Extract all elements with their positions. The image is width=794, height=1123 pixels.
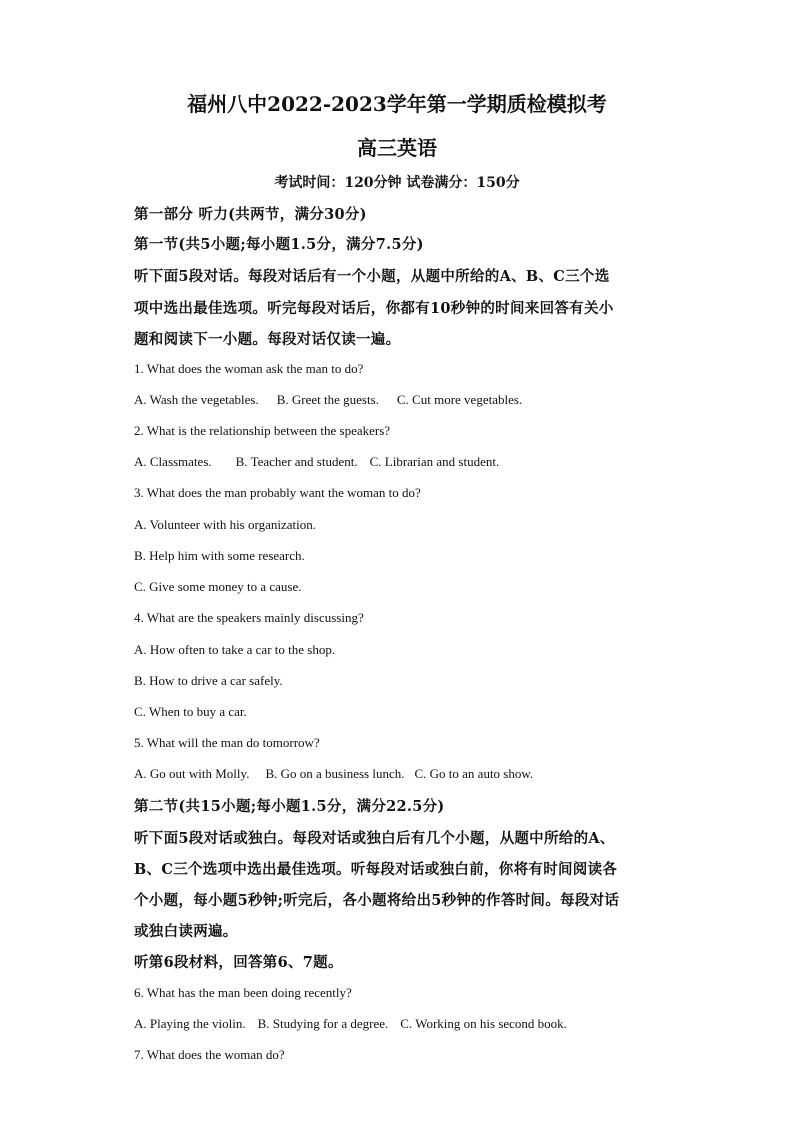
material-heading: 听第6段材料，回答第6、7题。 — [134, 954, 343, 971]
option-c: C. When to buy a car. — [134, 704, 247, 719]
section2-instruction-line: B、C三个选项中选出最佳选项。听每段对话或独白前，你将有时间阅读各 — [134, 861, 618, 878]
option-c: C. Cut more vegetables. — [396, 392, 523, 407]
option-b: B. Go on a business lunch. — [265, 766, 405, 781]
section2-instruction-line: 个小题，每小题5秒钟;听完后，各小题将给出5秒钟的作答时间。每段对话 — [134, 892, 620, 909]
option-c: C. Give some money to a cause. — [134, 579, 302, 594]
option-a: A. Volunteer with his organization. — [134, 517, 316, 532]
question-stem: 6. What has the man been doing recently? — [134, 985, 352, 1000]
question-options — [134, 1016, 674, 1032]
option-a: A. How often to take a car to the shop. — [134, 642, 336, 657]
option-b: B. How to drive a car safely. — [134, 673, 283, 688]
question-stem: 4. What are the speakers mainly discussing? — [134, 610, 364, 625]
section2-heading: 第二节(共15小题;每小题1.5分，满分22.5分) — [134, 798, 445, 815]
option-a: A. Classmates. — [134, 454, 212, 469]
question-options — [134, 454, 674, 470]
option-b: B. Teacher and student. — [235, 454, 358, 469]
option-b: B. Greet the guests. — [276, 392, 379, 407]
exam-title: 福州八中2022-2023学年第一学期质检模拟考 — [187, 92, 607, 116]
option-b: B. Studying for a degree. — [257, 1016, 389, 1031]
question-options — [134, 392, 674, 408]
question-stem: 2. What is the relationship between the speakers? — [134, 423, 391, 438]
option-c: C. Working on his second book. — [400, 1016, 567, 1031]
question-stem: 1. What does the woman ask the man to do? — [134, 361, 364, 376]
option-c: C. Librarian and student. — [369, 454, 500, 469]
section1-heading: 第一节(共5小题;每小题1.5分，满分7.5分) — [134, 236, 424, 253]
question-stem: 3. What does the man probably want the woman to do? — [134, 485, 421, 500]
option-a: A. Playing the violin. — [134, 1016, 246, 1031]
question-stem: 7. What does the woman do? — [134, 1047, 285, 1062]
section1-instruction-line: 听下面5段对话。每段对话后有一个小题，从题中所给的A、B、C三个选 — [134, 268, 610, 285]
option-a: A. Wash the vegetables. — [134, 392, 259, 407]
part1-heading: 第一部分 听力(共两节，满分30分) — [134, 206, 367, 223]
section1-instruction-line: 题和阅读下一小题。每段对话仅读一遍。 — [134, 331, 401, 348]
section2-instruction-line: 听下面5段对话或独白。每段对话或独白后有几个小题，从题中所给的A、 — [134, 830, 615, 847]
option-c: C. Go to an auto show. — [414, 766, 534, 781]
question-stem: 5. What will the man do tomorrow? — [134, 735, 320, 750]
option-b: B. Help him with some research. — [134, 548, 305, 563]
section2-instruction-line: 或独白读两遍。 — [134, 923, 238, 940]
option-a: A. Go out with Molly. — [134, 766, 250, 781]
exam-meta: 考试时间：120分钟 试卷满分：150分 — [274, 175, 520, 191]
exam-subtitle: 高三英语 — [357, 136, 437, 160]
section1-instruction-line: 项中选出最佳选项。听完每段对话后，你都有10秒钟的时间来回答有关小 — [134, 300, 614, 317]
question-options — [134, 766, 674, 782]
